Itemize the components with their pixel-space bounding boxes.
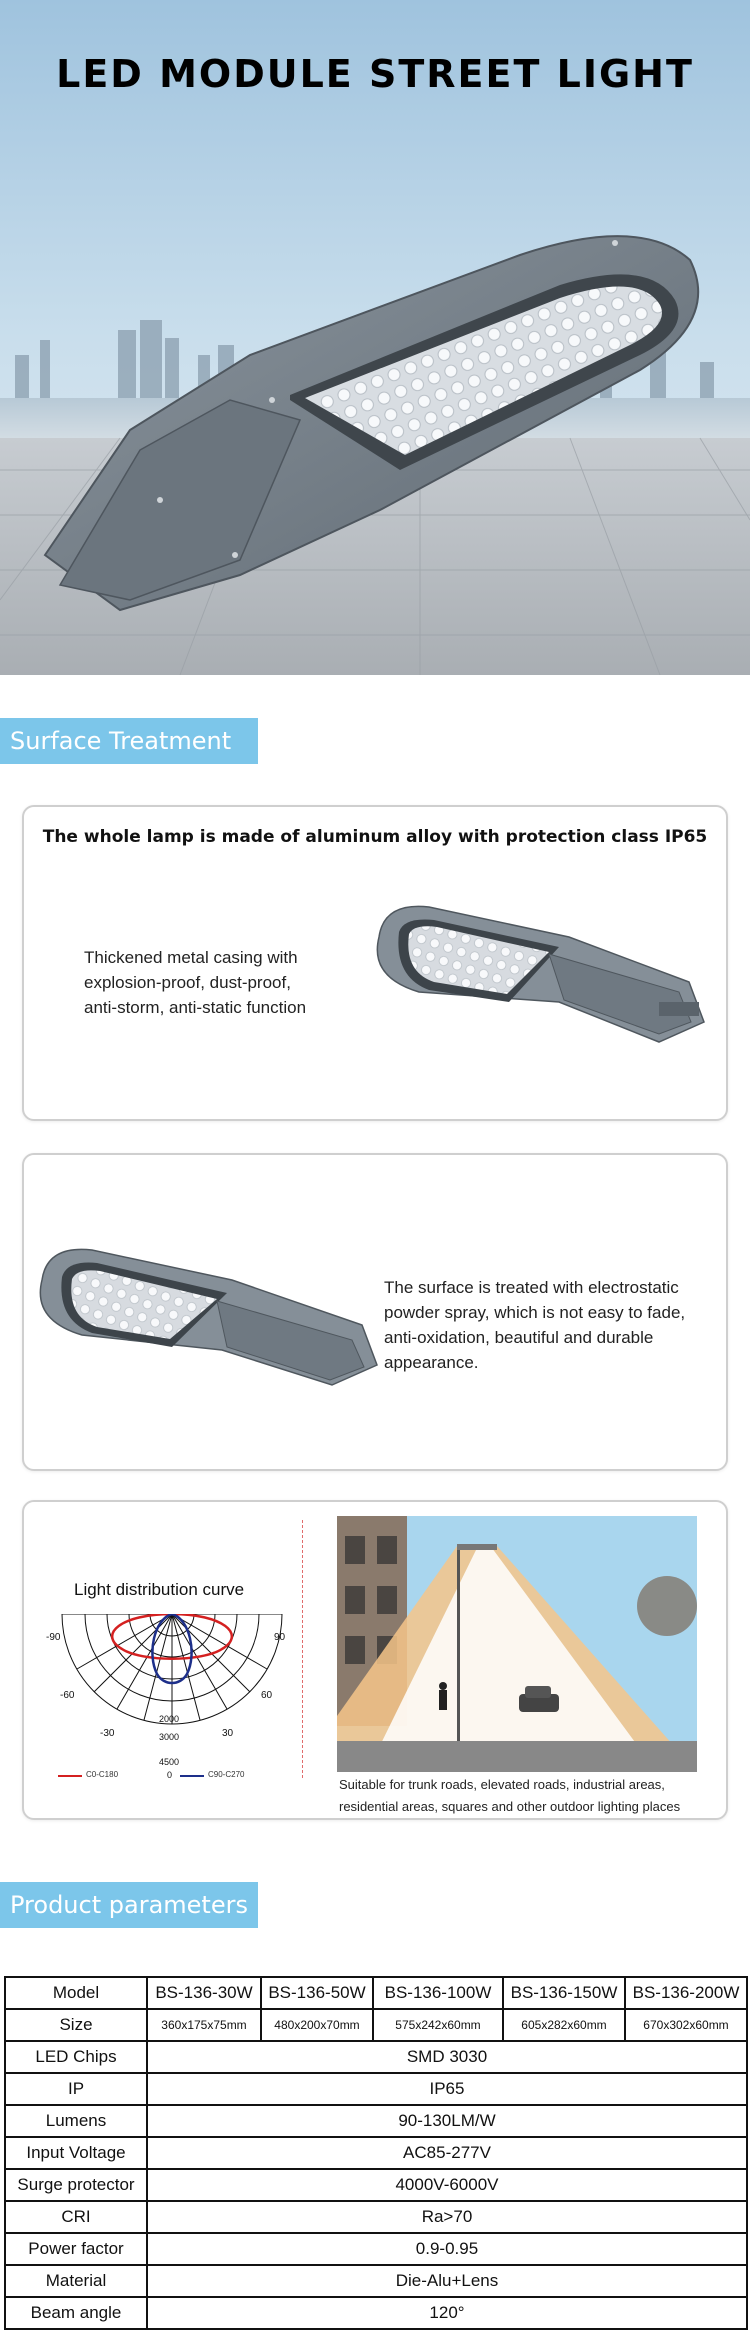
angle-label: 60	[261, 1690, 273, 1701]
table-cell: IP	[5, 2073, 147, 2105]
table-row	[5, 2009, 747, 2041]
section-title-surface-treatment: Surface Treatment	[0, 718, 258, 764]
table-row	[5, 2201, 747, 2233]
coating-description	[384, 1275, 724, 1375]
polar-spoke	[117, 1614, 172, 1709]
section-title-product-parameters: Product parameters	[0, 1882, 258, 1928]
table-cell: Beam angle	[5, 2297, 147, 2329]
angle-label: -30	[100, 1728, 115, 1739]
card-heading: The whole lamp is made of aluminum alloy with protection class IP65	[42, 827, 708, 847]
polar-spoke	[172, 1614, 200, 1720]
radial-label: 2000	[159, 1714, 180, 1724]
text-line: explosion-proof, dust-proof,	[84, 973, 291, 992]
table-cell: AC85-277V	[147, 2137, 747, 2169]
legend-label: C90-C270	[208, 1770, 245, 1779]
legend-swatch-red	[58, 1775, 82, 1777]
text-line: The surface is treated with electrostatic	[384, 1278, 679, 1297]
table-cell: 360x175x75mm	[147, 2009, 261, 2041]
table-cell: Ra>70	[147, 2201, 747, 2233]
text-line: powder spray, which is not easy to fade,	[384, 1303, 686, 1322]
table-row	[5, 1977, 747, 2009]
table-cell: 120°	[147, 2297, 747, 2329]
hero-street-light-image	[0, 0, 750, 675]
polar-spoke	[172, 1614, 227, 1709]
divider	[302, 1520, 303, 1778]
table-cell: LED Chips	[5, 2041, 147, 2073]
table-cell: BS-136-150W	[503, 1977, 625, 2009]
street-light-product-image	[359, 882, 729, 1092]
table-row	[5, 2073, 747, 2105]
text-line: anti-oxidation, beautiful and durable	[384, 1328, 654, 1347]
table-cell: BS-136-50W	[261, 1977, 373, 2009]
table-cell: Surge protector	[5, 2169, 147, 2201]
text-line: anti-storm, anti-static function	[84, 998, 307, 1017]
hero-banner	[0, 0, 750, 675]
table-cell: BS-136-100W	[373, 1977, 503, 2009]
street-light-product-image	[32, 1235, 402, 1415]
curve-title: Light distribution curve	[74, 1580, 245, 1599]
table-cell: Die-Alu+Lens	[147, 2265, 747, 2297]
table-cell: IP65	[147, 2073, 747, 2105]
angle-label: 90	[274, 1632, 286, 1643]
table-cell: BS-136-30W	[147, 1977, 261, 2009]
table-row	[5, 2105, 747, 2137]
table-row	[5, 2169, 747, 2201]
table-cell: 4000V-6000V	[147, 2169, 747, 2201]
angle-label: 30	[222, 1728, 234, 1739]
table-row	[5, 2265, 747, 2297]
caption-line: residential areas, squares and other outdoor lighting places	[339, 1799, 681, 1814]
table-cell: Input Voltage	[5, 2137, 147, 2169]
table-row	[5, 2297, 747, 2329]
polar-spoke	[144, 1614, 172, 1720]
table-cell: Lumens	[5, 2105, 147, 2137]
table-cell: 480x200x70mm	[261, 2009, 373, 2041]
surface-card-coating	[22, 1153, 728, 1471]
table-cell: 670x302x60mm	[625, 2009, 747, 2041]
surface-card-casing	[22, 805, 728, 1121]
table-cell: 0.9-0.95	[147, 2233, 747, 2265]
table-cell: 605x282x60mm	[503, 2009, 625, 2041]
page-title: LED MODULE STREET LIGHT	[56, 52, 694, 96]
usage-caption	[339, 1774, 727, 1818]
table-cell: SMD 3030	[147, 2041, 747, 2073]
table-cell: CRI	[5, 2201, 147, 2233]
road-lighting-illustration	[337, 1516, 697, 1772]
table-cell: Model	[5, 1977, 147, 2009]
text-line: Thickened metal casing with	[84, 948, 298, 967]
table-row	[5, 2233, 747, 2265]
legend-swatch-blue	[180, 1775, 204, 1777]
table-row	[5, 2041, 747, 2073]
angle-label: 0	[167, 1770, 173, 1780]
table-cell: BS-136-200W	[625, 1977, 747, 2009]
legend-label: C0-C180	[86, 1770, 119, 1779]
table-cell: 90-130LM/W	[147, 2105, 747, 2137]
parameters-table	[4, 1976, 748, 2330]
table-row	[5, 2137, 747, 2169]
text-line: appearance.	[384, 1353, 479, 1372]
angle-label: -60	[60, 1690, 75, 1701]
radial-label: 4500	[159, 1757, 180, 1767]
table-cell: Material	[5, 2265, 147, 2297]
table-cell: Power factor	[5, 2233, 147, 2265]
angle-label: -90	[46, 1632, 61, 1643]
table-cell: 575x242x60mm	[373, 2009, 503, 2041]
table-cell: Size	[5, 2009, 147, 2041]
light-distribution-card	[22, 1500, 728, 1820]
radial-label: 3000	[159, 1732, 180, 1742]
caption-line: Suitable for trunk roads, elevated roads, industrial areas,	[339, 1777, 665, 1792]
